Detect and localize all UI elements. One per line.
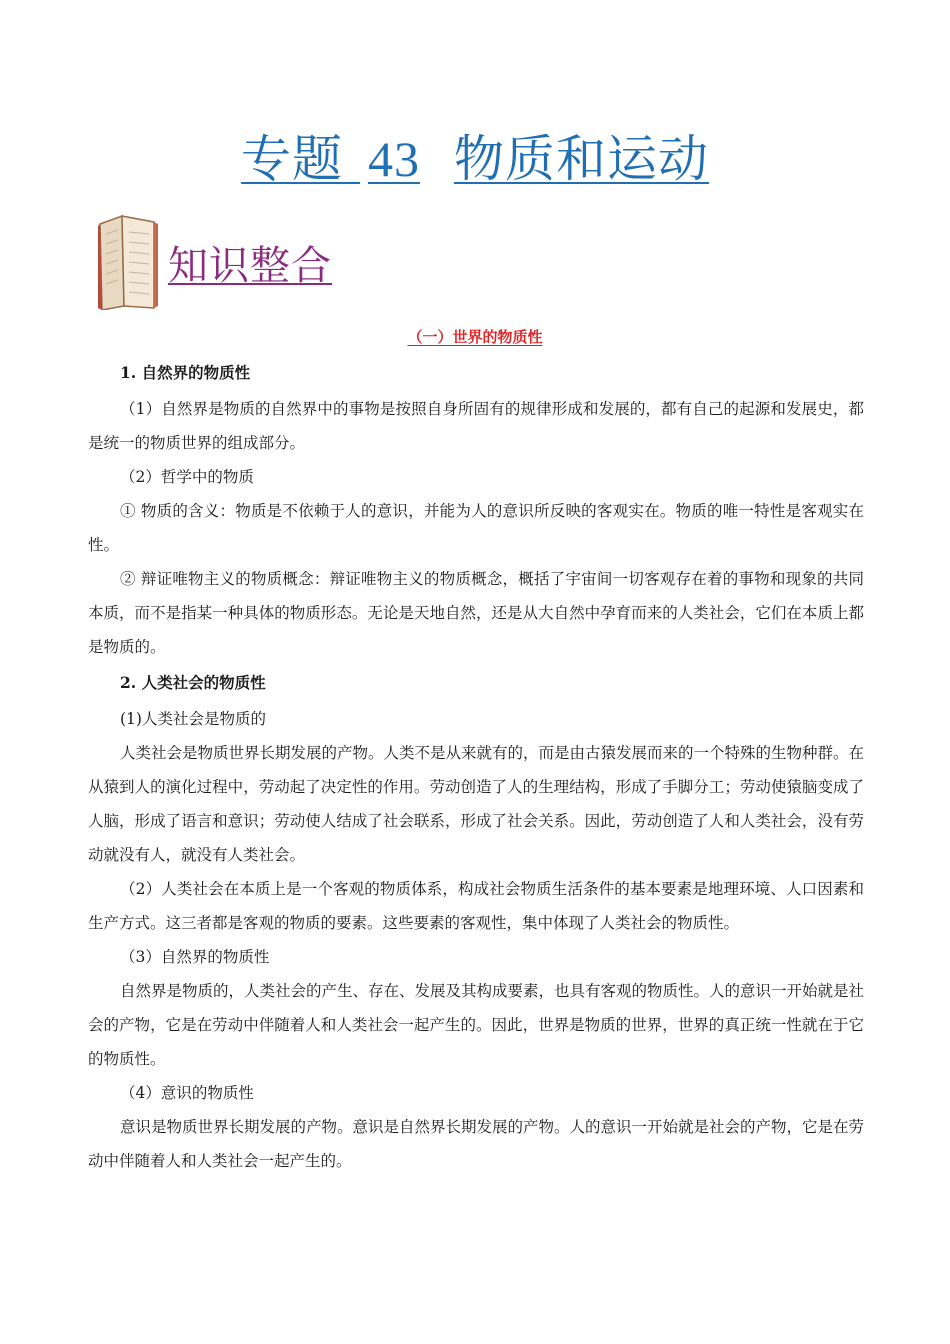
book-icon [94,214,160,310]
section-heading: （一）世界的物质性 [407,328,543,346]
document-body [88,354,864,1178]
title-part1: 专题 [241,130,344,188]
title-number: 43 [367,131,420,187]
paragraph-1: （1）自然界是物质的自然界中的事物是按照自身所固有的规律形成和发展的，都有自己的起源和发展史，都是统一的物质世界的组成部分。 [88,400,864,452]
knowledge-badge [94,214,334,310]
subheading-3: (1)人类社会是物质的 [120,710,266,728]
heading-1: 1. 自然界的物质性 [120,363,251,382]
paragraph-2b: ② 辩证唯物主义的物质概念：辩证唯物主义的物质概念，概括了宇宙间一切客观存在着的事物和现象的共同本质，而不是指某一种具体的物质形态。无论是天地自然，还是从大自然中孕育而来的人类社会，它们在本质上都是物质的。 [88,570,864,656]
page-title [0,128,950,190]
paragraph-6: 意识是物质世界长期发展的产物。意识是自然界长期发展的产物。人的意识一开始就是社会的产物，它是在劳动中伴随着人和人类社会一起产生的。 [88,1118,865,1170]
subheading-5: （3）自然界的物质性 [120,948,270,966]
paragraph-4: （2）人类社会在本质上是一个客观的物质体系，构成社会物质生活条件的基本要素是地理环境、人口因素和生产方式。这三者都是客观的物质的要素。这些要素的客观性，集中体现了人类社会的物质性。 [88,880,864,932]
subheading-6: （4）意识的物质性 [120,1084,254,1102]
paragraph-3: 人类社会是物质世界长期发展的产物。人类不是从来就有的，而是由古猿发展而来的一个特殊的生物种群。在从猿到人的演化过程中，劳动起了决定性的作用。劳动创造了人的生理结构，形成了手脚分工；劳动使猿脑变成了人脑，形成了语言和意识；劳动使人结成了社会联系，形成了社会关系。因此，劳动创造了人和人类社会，没有劳动就没有人，就没有人类社会。 [88,744,865,864]
paragraph-5: 自然界是物质的，人类社会的产生、存在、发展及其构成要素，也具有客观的物质性。人的意识一开始就是社会的产物，它是在劳动中伴随着人和人类社会一起产生的。因此，世界是物质的世界，世界的真正统一性就在于它的物质性。 [88,982,865,1068]
heading-2: 2. 人类社会的物质性 [120,673,266,692]
title-part2: 物质和运动 [453,130,709,188]
subheading-2: （2）哲学中的物质 [120,468,254,486]
badge-label: 知识整合 [168,243,332,289]
paragraph-2a: ① 物质的含义：物质是不依赖于人的意识，并能为人的意识所反映的客观实在。物质的唯一特性是客观实在性。 [88,502,864,554]
